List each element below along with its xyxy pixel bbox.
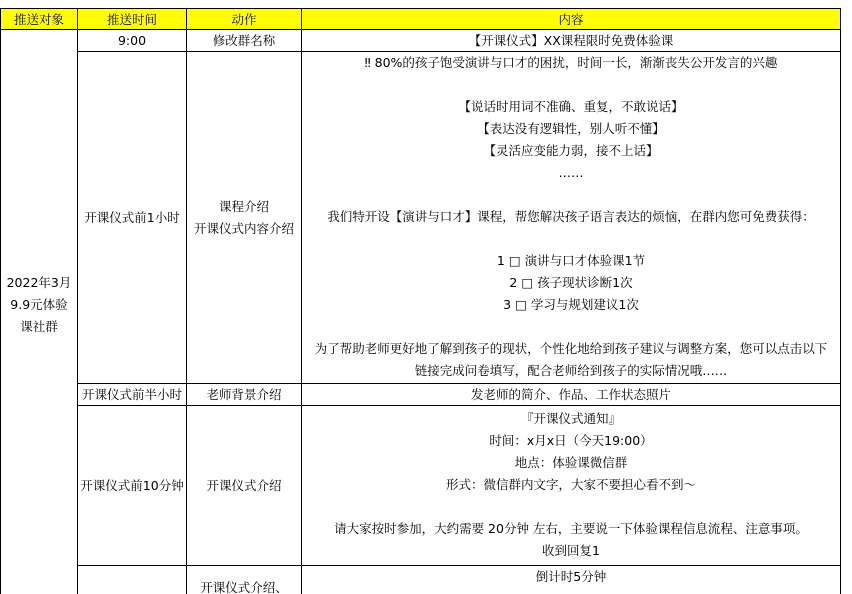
action-line: 开课仪式介绍 — [206, 477, 282, 493]
content-line: 形式：微信群内文字，大家不要担心看不到～ — [445, 477, 696, 492]
row-content-cell[interactable] — [302, 52, 841, 384]
content-line: 请大家按时参加，大约需要 20分钟 左右，主要说一下体验课程信息流程、注意事项。 — [334, 521, 808, 536]
header-time[interactable]: 推送时间 — [78, 8, 187, 30]
action-line: 开课仪式介绍、 — [200, 580, 288, 594]
content-line: ‼ 80%的孩子饱受演讲与口才的困扰，时间一长，渐渐丧失公开发言的兴趣 — [364, 55, 778, 70]
header-target[interactable]: 推送对象 — [0, 8, 78, 30]
content-line: 2 □ 孩子现状诊断1次 — [509, 275, 633, 290]
row-action-cell[interactable] — [187, 384, 302, 406]
row-time-cell[interactable]: 开课仪式前10分钟 — [78, 406, 187, 566]
content-line: 地点：体验课微信群 — [514, 455, 628, 470]
content-line: 【说话时用词不准确、重复，不敢说话】 — [458, 99, 684, 114]
action-line: 老师背景介绍 — [206, 386, 282, 402]
row-action-cell[interactable] — [187, 406, 302, 566]
content-line: 1 □ 演讲与口才体验课1节 — [496, 253, 646, 268]
action-line: 开课仪式内容介绍 — [193, 220, 294, 236]
target-group-cell[interactable] — [0, 30, 78, 594]
row-content-cell[interactable] — [302, 566, 841, 594]
content-line: …… — [558, 165, 584, 180]
target-group-line: 9.9元体验 — [10, 296, 68, 312]
target-group-line: 课社群 — [20, 318, 58, 334]
content-line: 发老师的简介、作品、工作状态照片 — [470, 387, 671, 402]
row-action-cell[interactable] — [187, 52, 302, 384]
content-line: 我们特开设【演讲与口才】课程，帮您解决孩子语言表达的烦恼，在群内您可免费获得： — [327, 209, 815, 224]
row-content-cell[interactable] — [302, 30, 841, 52]
header-content[interactable]: 内容 — [302, 8, 841, 30]
target-group-line: 2022年3月 — [6, 274, 72, 290]
header-action[interactable]: 动作 — [187, 8, 302, 30]
content-line: 倒计时5分钟 — [535, 569, 607, 584]
content-line: 收到回复1 — [542, 543, 600, 558]
row-action-cell[interactable] — [187, 30, 302, 52]
row-content-cell[interactable] — [302, 406, 841, 566]
action-line: 修改群名称 — [212, 32, 276, 48]
content-line: 【开课仪式】XX课程限时免费体验课 — [468, 33, 674, 48]
content-line: 时间：x月x日（今天19:00） — [489, 433, 653, 448]
action-line: 课程介绍 — [218, 198, 269, 214]
row-time-cell[interactable]: 9:00 — [78, 30, 187, 52]
row-action-cell[interactable] — [187, 566, 302, 594]
row-content-cell[interactable] — [302, 384, 841, 406]
content-line: 【灵活应变能力弱，接不上话】 — [483, 143, 659, 158]
row-time-cell[interactable]: 开课仪式前半小时 — [78, 384, 187, 406]
row-time-cell[interactable] — [78, 566, 187, 594]
content-line: 【表达没有逻辑性，别人听不懂】 — [477, 121, 665, 136]
row-time-cell[interactable]: 开课仪式前1小时 — [78, 52, 187, 384]
content-line: 为了帮助老师更好地了解到孩子的现状，个性化地给到孩子建议与调整方案，您可以点击以下 — [314, 341, 828, 356]
content-line: 『开课仪式通知』 — [520, 411, 621, 426]
content-line: 3 □ 学习与规划建议1次 — [503, 297, 639, 312]
content-line: 链接完成问卷填写，配合老师给到孩子的实际情况哦…… — [414, 363, 728, 378]
